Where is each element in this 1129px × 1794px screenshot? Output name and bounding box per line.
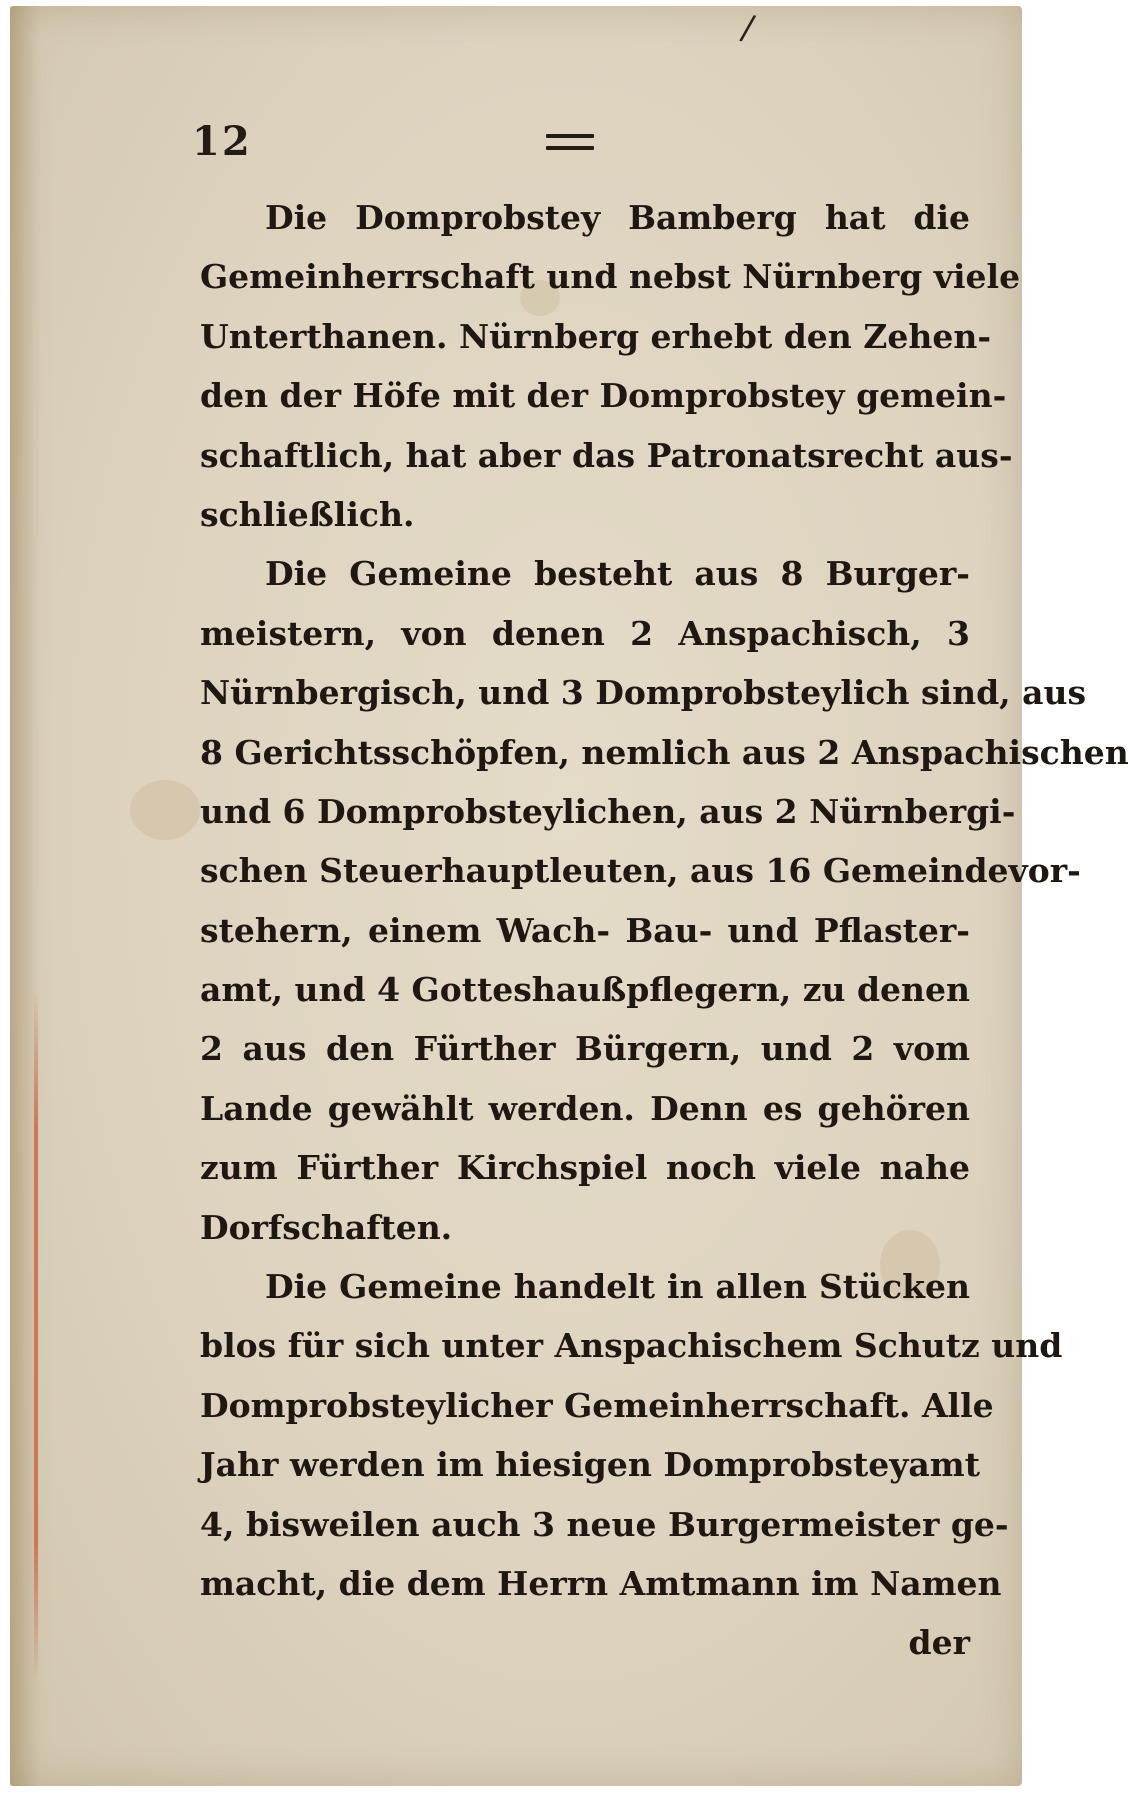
text-line: zum Fürther Kirchspiel noch viele nahe — [200, 1148, 970, 1188]
text-line: schließlich. — [200, 494, 415, 534]
text-line: den der Höfe mit der Domprobstey gemein- — [200, 376, 1007, 416]
text-line: 8 Gerichtsschöpfen, nemlich aus 2 Anspachischen — [200, 732, 1129, 772]
text-line: Unterthanen. Nürnberg erhebt den Zehen- — [200, 316, 992, 356]
red-page-edge — [34, 990, 38, 1680]
ink-mark: / — [737, 7, 758, 49]
text-line: Domprobsteylicher Gemeinherrschaft. Alle — [200, 1385, 994, 1425]
text-line: Gemeinherrschaft und nebst Nürnberg viele — [200, 257, 1021, 297]
text-line: Die Gemeine handelt in allen Stücken — [265, 1267, 970, 1307]
text-line: schaftlich, hat aber das Patronatsrecht aus- — [200, 435, 1013, 475]
text-line: 4, bisweilen auch 3 neue Burgermeister ge- — [200, 1504, 1009, 1544]
text-line: Die Gemeine besteht aus 8 Burger- — [265, 554, 970, 594]
text-line: Jahr werden im hiesigen Domprobsteyamt — [200, 1445, 980, 1485]
text-line: stehern, einem Wach- Bau- und Pflaster- — [200, 910, 970, 950]
text-line: blos für sich unter Anspachischem Schutz und — [200, 1326, 1063, 1366]
page-number: 12 — [192, 118, 252, 165]
catchword: der — [908, 1623, 970, 1663]
body-text — [200, 188, 1129, 1673]
text-line: schen Steuerhauptleuten, aus 16 Gemeindevor- — [200, 851, 1081, 891]
text-line: Die Domprobstey Bamberg hat die — [265, 198, 970, 237]
header-double-rule — [546, 134, 594, 158]
text-line: 2 aus den Fürther Bürgern, und 2 vom — [200, 1029, 970, 1069]
text-line: amt, und 4 Gotteshaußpflegern, zu denen — [200, 970, 970, 1010]
text-line: Dorfschaften. — [200, 1207, 453, 1247]
text-line: macht, die dem Herrn Amtmann im Namen — [200, 1563, 1002, 1603]
text-line: meistern, von denen 2 Anspachisch, 3 — [200, 613, 970, 653]
text-line: Nürnbergisch, und 3 Domprobsteylich sind, aus — [200, 673, 1087, 713]
paper-stain — [130, 780, 200, 840]
text-line: Lande gewählt werden. Denn es gehören — [200, 1088, 970, 1128]
text-line: und 6 Domprobsteylichen, aus 2 Nürnbergi- — [200, 791, 1016, 831]
